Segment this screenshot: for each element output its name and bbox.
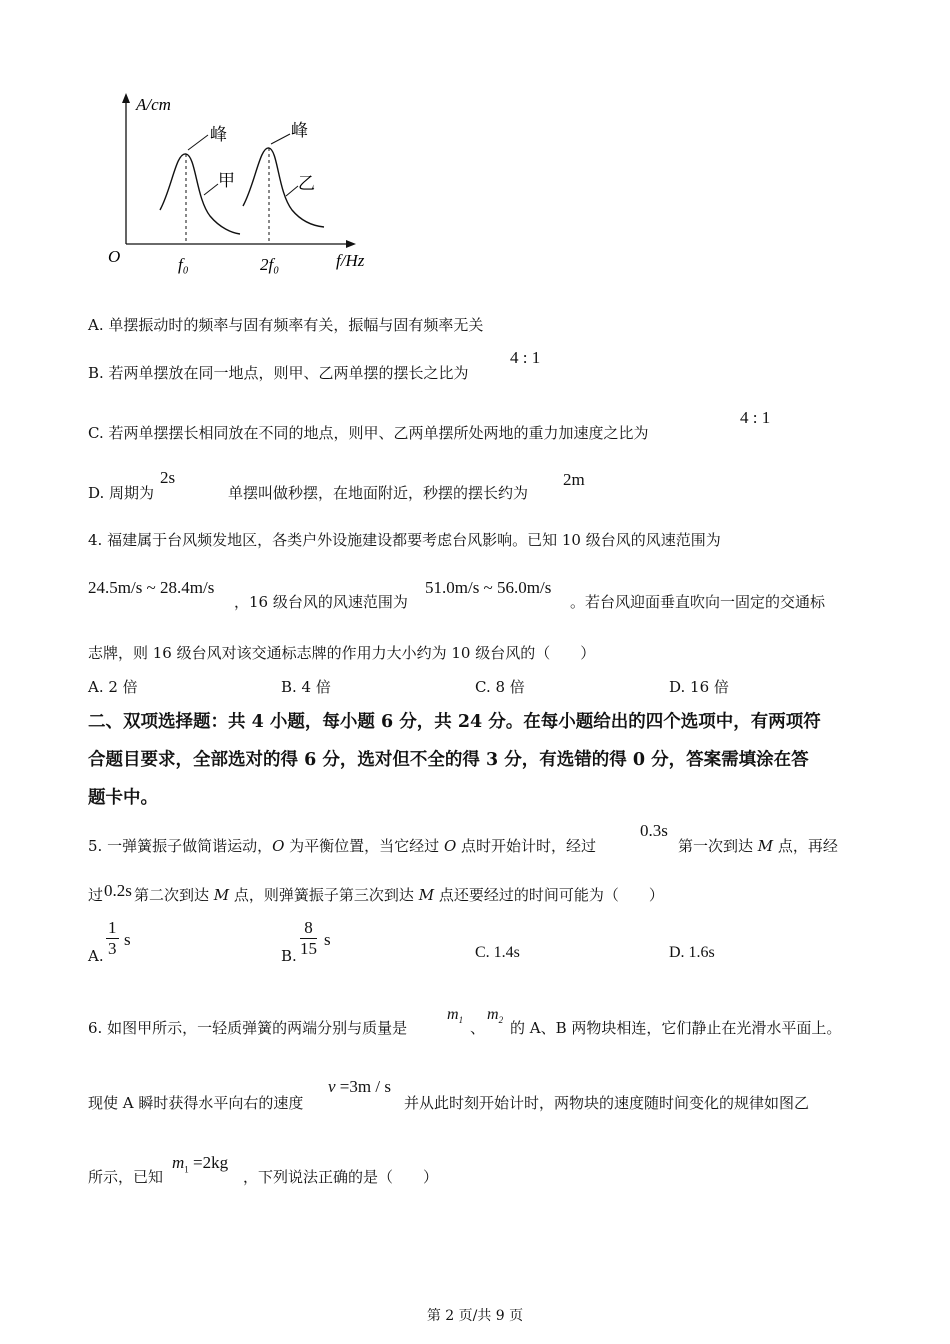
q5-text-a: 5. 一弹簧振子做简谐运动， bbox=[88, 837, 273, 855]
section2-heading-line2: 合题目要求，全部选对的得 6 分，选对但不全的得 3 分，有选错的得 0 分，答案需填涂在答 bbox=[88, 750, 809, 770]
q5-option-a-unit: s bbox=[124, 930, 131, 949]
resonance-curve-figure bbox=[100, 88, 390, 278]
page-footer: 第 2 页/共 9 页 bbox=[426, 1308, 524, 1324]
q3-option-a: A. 单摆振动时的频率与固有频率有关，振幅与固有频率无关 bbox=[88, 316, 484, 334]
section2-heading-line3: 题卡中。 bbox=[88, 788, 158, 808]
q4-tail: 。若台风迎面垂直吹向一固定的交通标 bbox=[570, 593, 826, 611]
q6-line3-a: 所示，已知 bbox=[88, 1168, 164, 1186]
origin-label: O bbox=[108, 247, 121, 266]
q5-stem-line1-tail bbox=[678, 836, 838, 856]
peak-label-right: 峰 bbox=[291, 121, 308, 141]
q3-option-d-length: 2m bbox=[563, 470, 585, 489]
q6-line2-b: 并从此时刻开始计时，两物块的速度随时间变化的规律如图乙 bbox=[404, 1094, 810, 1112]
q6-line1-a: 6. 如图甲所示，一轻质弹簧的两端分别与质量是 bbox=[88, 1019, 408, 1037]
peak-label-left: 峰 bbox=[210, 125, 227, 145]
q4-option-c: C. 8 倍 bbox=[475, 678, 525, 696]
q5-var-o2: O bbox=[443, 837, 457, 855]
peak-left-leader bbox=[188, 135, 208, 150]
q5-var-o1: O bbox=[272, 837, 285, 855]
q5-stem-line1 bbox=[88, 836, 596, 856]
q5-time1: 0.3s bbox=[640, 821, 668, 840]
q6-known-mass: $m_1 =2kg$ bbox=[172, 1153, 229, 1175]
q5-text-d: 第一次到达 bbox=[678, 837, 758, 855]
q6-var-m1: $m_1$ bbox=[447, 1006, 464, 1026]
jia-leader bbox=[204, 184, 218, 195]
q3-option-d-mid: 单摆叫做秒摆，在地面附近，秒摆的摆长约为 bbox=[228, 484, 529, 502]
q5-option-a-label: A. bbox=[88, 947, 104, 965]
q3-option-c-text: C. 若两单摆摆长相同放在不同的地点，则甲、乙两单摆所处两地的重力加速度之比为 bbox=[88, 424, 649, 442]
q5-option-b-fraction bbox=[300, 918, 317, 959]
q5-option-c: C. 1.4s bbox=[475, 944, 520, 961]
q5-option-b-label: B. bbox=[281, 947, 297, 965]
q4-option-a: A. 2 倍 bbox=[88, 678, 138, 696]
q5-option-a-denominator: 3 bbox=[108, 939, 117, 958]
q5-time2: 0.2s bbox=[104, 881, 132, 900]
q3-option-c-ratio: 4 : 1 bbox=[740, 408, 771, 427]
q3-option-b-ratio: 4 : 1 bbox=[510, 348, 541, 367]
q5-var-m3: M bbox=[418, 886, 435, 904]
q5-text-f: 第二次到达 bbox=[134, 886, 214, 904]
q5-var-m1: M bbox=[757, 837, 774, 855]
q5-line2-prefix: 过 bbox=[88, 886, 104, 904]
q5-option-b-denominator: 15 bbox=[300, 939, 317, 958]
q3-option-b-text: B. 若两单摆放在同一地点，则甲、乙两单摆的摆长之比为 bbox=[88, 364, 469, 382]
q5-option-d: D. 1.6s bbox=[669, 944, 715, 961]
curve-label-yi: 乙 bbox=[298, 174, 315, 194]
q4-stem-line3: 志牌，则 16 级台风对该交通标志牌的作用力大小约为 10 级台风的（ ） bbox=[88, 644, 596, 662]
q6-line1-b: 的 A、B 两物块相连，它们静止在光滑水平面上。 bbox=[510, 1019, 842, 1037]
q5-option-b-numerator: 8 bbox=[300, 918, 317, 939]
q5-var-m2: M bbox=[213, 886, 230, 904]
q4-range-16: 51.0m/s ~ 56.0m/s bbox=[425, 578, 552, 597]
q4-option-d: D. 16 倍 bbox=[669, 678, 729, 696]
q6-line3-b: ，下列说法正确的是（ ） bbox=[243, 1168, 439, 1186]
y-axis-label: A/cm bbox=[136, 95, 171, 114]
yi-leader bbox=[286, 186, 298, 196]
y-axis-arrow bbox=[122, 93, 130, 103]
q5-text-b: 为平衡位置，当它经过 bbox=[284, 837, 444, 855]
q5-text-e: 点，再经 bbox=[773, 837, 838, 855]
q6-separator: 、 bbox=[470, 1019, 486, 1037]
q3-option-d-period: 2s bbox=[160, 468, 176, 487]
tick-f0: f₀ bbox=[178, 255, 189, 274]
section2-heading-line1: 二、双项选择题：共 4 小题，每小题 6 分，共 24 分。在每小题给出的四个选项中，有两项符 bbox=[88, 712, 821, 732]
q5-option-a-numerator: 1 bbox=[108, 918, 117, 937]
q4-mid: ，16 级台风的风速范围为 bbox=[234, 593, 408, 611]
q6-var-m2: $m_2$ bbox=[487, 1006, 504, 1026]
peak-right-leader bbox=[271, 134, 290, 144]
q3-option-d-prefix: D. 周期为 bbox=[88, 484, 155, 502]
curve-jia bbox=[160, 154, 240, 234]
q5-option-b-unit: s bbox=[324, 930, 331, 949]
q6-velocity: v =3m / s bbox=[328, 1077, 391, 1096]
q5-text-g: 点，则弹簧振子第三次到达 bbox=[229, 886, 419, 904]
q5-option-a-fraction bbox=[106, 918, 119, 959]
q6-line2-a: 现使 A 瞬时获得水平向右的速度 bbox=[88, 1094, 304, 1112]
q4-option-b: B. 4 倍 bbox=[281, 678, 331, 696]
x-axis-arrow bbox=[346, 240, 356, 248]
x-axis-label: f/Hz bbox=[336, 251, 365, 270]
tick-2f0: 2f₀ bbox=[260, 255, 280, 274]
q5-text-c: 点时开始计时，经过 bbox=[456, 837, 597, 855]
q5-stem-line2 bbox=[134, 885, 664, 905]
curve-label-jia: 甲 bbox=[218, 171, 235, 191]
q4-stem-line1: 4. 福建属于台风频发地区，各类户外设施建设都要考虑台风影响。已知 10 级台风的风速范围为 bbox=[88, 531, 721, 549]
q5-text-h: 点还要经过的时间可能为（ ） bbox=[434, 886, 664, 904]
q4-range-10: 24.5m/s ~ 28.4m/s bbox=[88, 578, 215, 597]
